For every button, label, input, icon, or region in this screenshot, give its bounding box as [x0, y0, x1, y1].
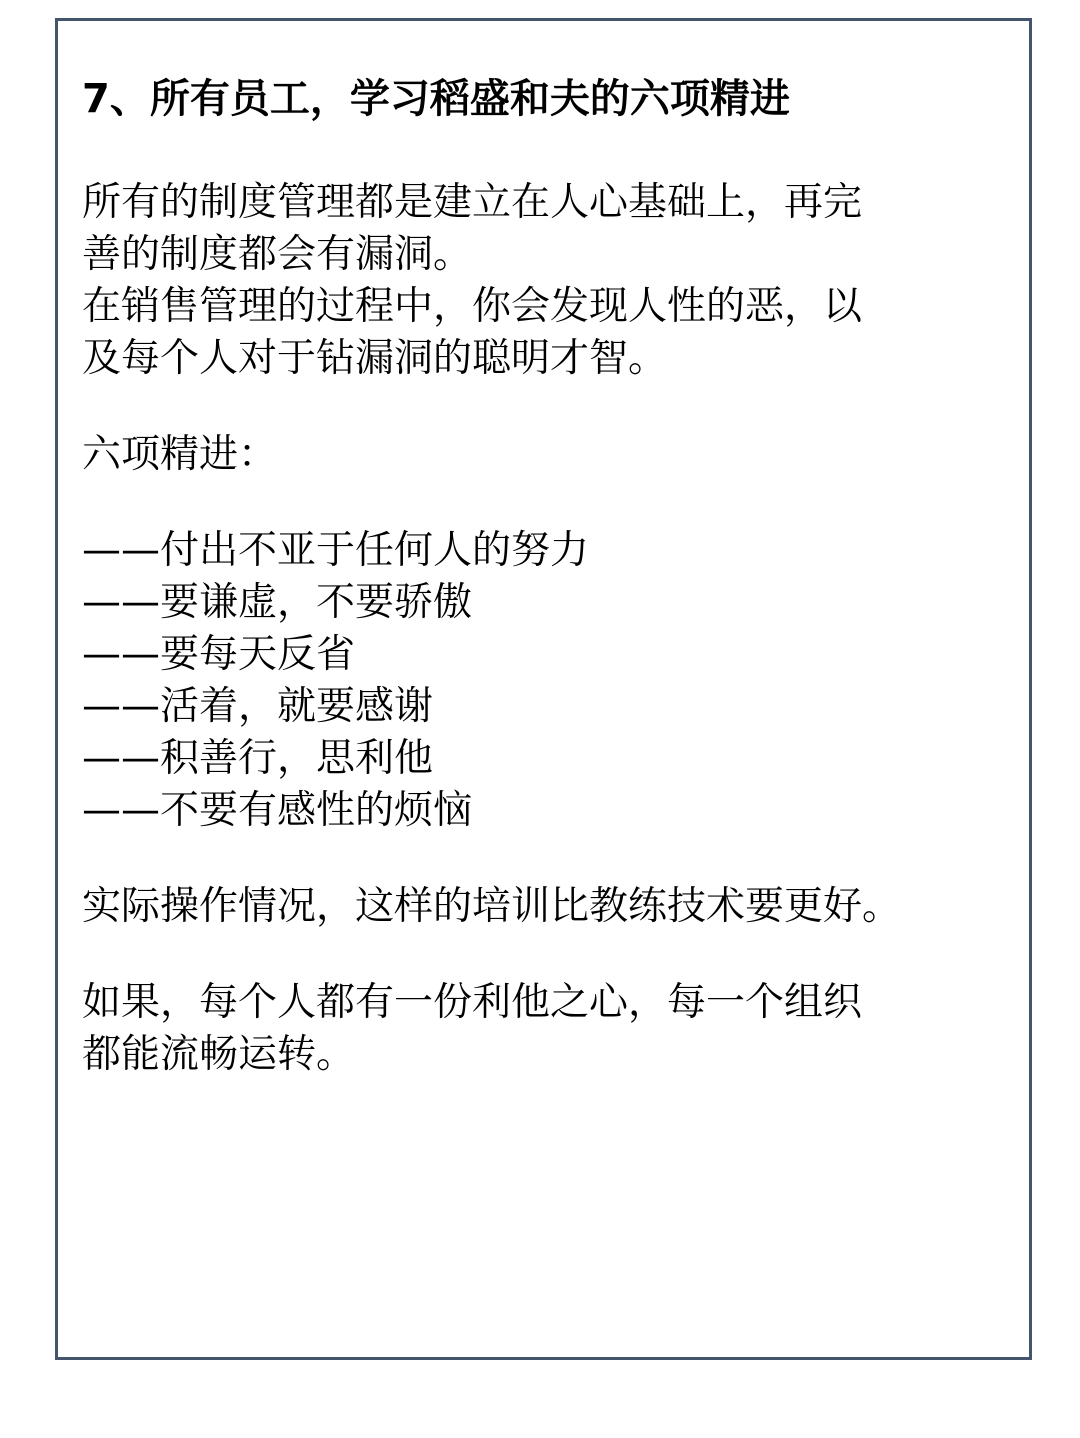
list-item: ——不要有感性的烦恼 [82, 788, 473, 833]
closing-line-1: 如果，每个人都有一份利他之心，每一个组织 [82, 980, 863, 1025]
intro-line-4: 及每个人对于钻漏洞的聪明才智。 [82, 336, 668, 381]
intro-line-2: 善的制度都会有漏洞。 [82, 232, 473, 277]
intro-line-3: 在销售管理的过程中，你会发现人性的恶，以 [82, 284, 863, 329]
closing-paragraph [82, 977, 1002, 1081]
list-item: ——要每天反省 [82, 632, 356, 677]
list-item: ——活着，就要感谢 [82, 684, 434, 729]
six-items-list [82, 525, 1002, 837]
list-item: ——积善行，思利他 [82, 736, 434, 781]
list-item: ——付出不亚于任何人的努力 [82, 528, 590, 573]
content-card [55, 18, 1032, 1360]
article-body [82, 73, 1002, 1081]
article-title: 7、所有员工，学习稻盛和夫的六项精进 [82, 76, 790, 122]
closing-line-2: 都能流畅运转。 [82, 1032, 356, 1077]
practice-paragraph: 实际操作情况，这样的培训比教练技术要更好。 [82, 884, 902, 929]
list-item: ——要谦虚，不要骄傲 [82, 580, 473, 625]
six-items-heading: 六项精进： [82, 432, 278, 477]
intro-paragraph [82, 177, 1002, 385]
intro-line-1: 所有的制度管理都是建立在人心基础上，再完 [82, 180, 863, 225]
